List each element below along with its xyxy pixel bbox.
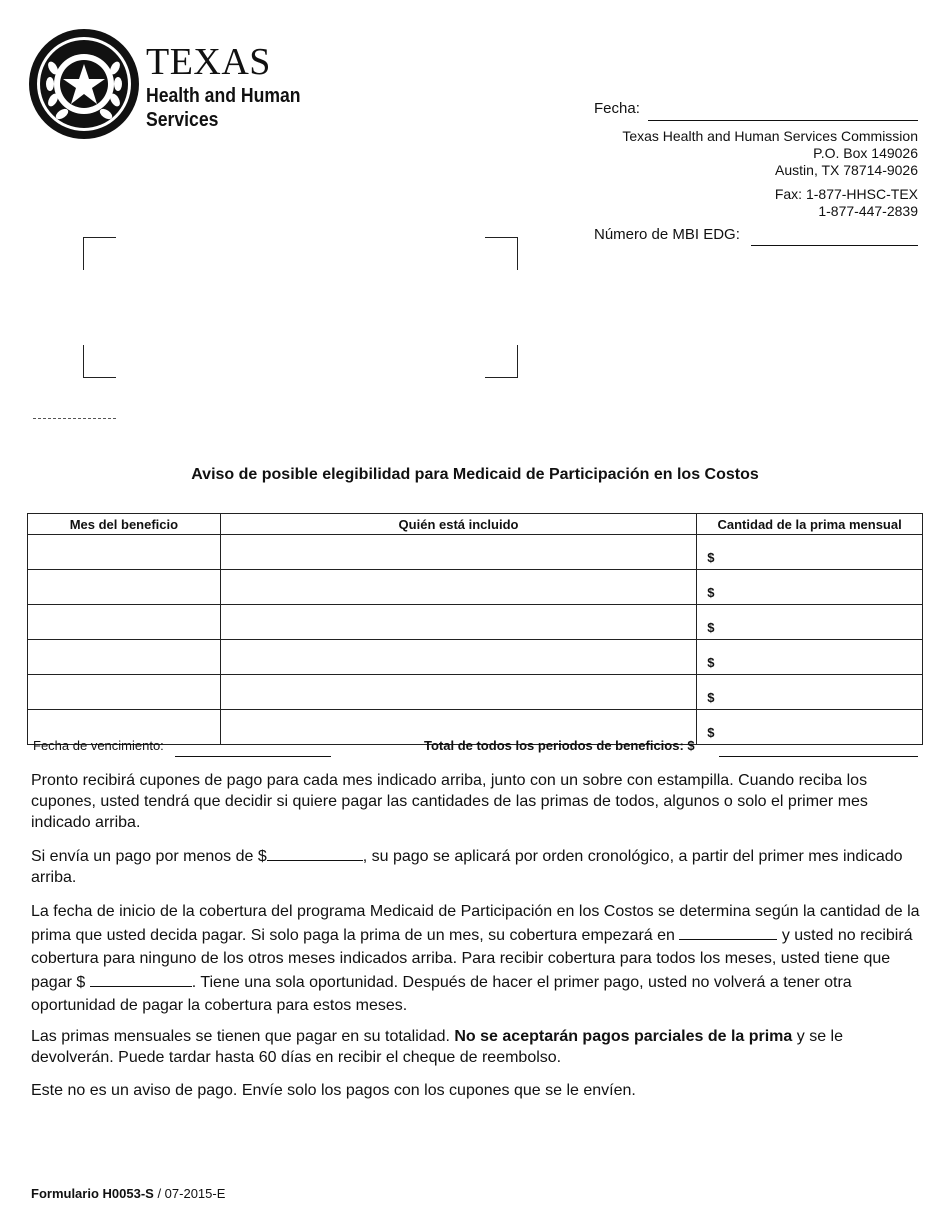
table-row bbox=[28, 605, 923, 640]
coverage-start-blank[interactable] bbox=[679, 925, 777, 940]
fax-block bbox=[775, 186, 918, 220]
included-cell[interactable] bbox=[220, 570, 696, 605]
column-header-premium: Cantidad de la prima mensual bbox=[697, 514, 923, 535]
date-field[interactable] bbox=[648, 120, 918, 121]
texas-seal-logo bbox=[28, 28, 140, 140]
p4-text-bold: No se aceptarán pagos parciales de la prima bbox=[454, 1028, 793, 1045]
paragraph-coupons: Pronto recibirá cupones de pago para cada mes indicado arriba, junto con un sobre con estampilla. Cuando reciba los cupones, usted tendrá que decidir si quiere pagar las cantidades de las primas de todos, algunos o solo el primer mes indicado arriba. bbox=[31, 772, 868, 831]
month-cell[interactable] bbox=[28, 675, 221, 710]
mbi-number-field[interactable] bbox=[751, 245, 918, 246]
month-cell[interactable] bbox=[28, 605, 221, 640]
table-row bbox=[28, 535, 923, 570]
p3-text-c: . Tiene una sola oportunidad. Después de hacer el primer pago, usted no volverá a tener otra oportunidad de pagar la cobertura para estos meses. bbox=[31, 973, 852, 1014]
date-label: Fecha: bbox=[594, 100, 640, 117]
premium-cell[interactable]: $ bbox=[697, 710, 923, 745]
month-cell[interactable] bbox=[28, 570, 221, 605]
included-cell[interactable] bbox=[220, 535, 696, 570]
logo-title: TEXAS bbox=[146, 41, 271, 83]
total-label: Total de todos los periodos de beneficios: $ bbox=[424, 738, 695, 753]
p4-text-a: Las primas mensuales se tienen que pagar en su totalidad. bbox=[31, 1028, 455, 1045]
p3-text-b: y usted no recibirá cobertura para ninguno de los otros meses indicados arriba. Para recibir cobertura para todos los meses, usted tiene que pagar $ bbox=[31, 926, 913, 991]
form-footer bbox=[31, 1186, 225, 1201]
paragraph-partial-payment bbox=[31, 846, 921, 888]
form-date: 07-2015-E bbox=[164, 1186, 226, 1201]
mbi-number-label: Número de MBI EDG: bbox=[594, 226, 740, 243]
address-line3: Austin, TX 78714-9026 bbox=[775, 162, 918, 178]
included-cell[interactable] bbox=[220, 605, 696, 640]
fax-line2: 1-877-447-2839 bbox=[818, 203, 918, 219]
p3-text-a: La fecha de inicio de la cobertura del programa Medicaid de Participación en los Costos se determina según la cantidad de la prima que usted decida pagar. Si solo paga la prima de un mes, su cobertura empezará en bbox=[31, 903, 920, 944]
address-window-corner bbox=[485, 345, 518, 378]
table-row bbox=[28, 640, 923, 675]
paragraph-coverage bbox=[31, 900, 921, 1018]
address-line2: P.O. Box 149026 bbox=[813, 145, 918, 161]
table-row bbox=[28, 570, 923, 605]
total-field[interactable] bbox=[719, 756, 918, 757]
paragraph-partial-premiums bbox=[31, 1026, 921, 1068]
fold-mark bbox=[33, 418, 116, 419]
p2-text-b: , su pago se aplicará por orden cronológico, a partir del primer mes indicado arriba. bbox=[31, 848, 903, 886]
fax-line1: Fax: 1-877-HHSC-TEX bbox=[774, 186, 918, 202]
logo-subtitle-line2: Services bbox=[146, 109, 219, 131]
included-cell[interactable] bbox=[220, 675, 696, 710]
due-date-label: Fecha de vencimiento: bbox=[33, 738, 164, 753]
premium-cell[interactable]: $ bbox=[697, 570, 923, 605]
full-amount-blank[interactable] bbox=[90, 972, 192, 987]
table-header-row bbox=[28, 514, 923, 535]
premium-cell[interactable]: $ bbox=[697, 640, 923, 675]
notice-title: Aviso de posible elegibilidad para Medicaid de Participación en los Costos bbox=[191, 466, 759, 483]
p2-text-a: Si envía un pago por menos de $ bbox=[31, 848, 267, 865]
premium-cell[interactable]: $ bbox=[697, 675, 923, 710]
logo-subtitle bbox=[146, 84, 301, 132]
month-cell[interactable] bbox=[28, 640, 221, 675]
benefits-table bbox=[27, 513, 923, 745]
form-number: Formulario H0053-S bbox=[31, 1186, 154, 1201]
month-cell[interactable] bbox=[28, 535, 221, 570]
address-window-corner bbox=[83, 345, 116, 378]
address-window-corner bbox=[485, 237, 518, 270]
p4-text-b: y se le devolverán. Puede tardar hasta 60 días en recibir el cheque de reembolso. bbox=[31, 1028, 843, 1066]
premium-cell[interactable]: $ bbox=[697, 535, 923, 570]
footer-separator: / bbox=[153, 1186, 165, 1201]
logo-subtitle-line1: Health and Human bbox=[146, 85, 301, 107]
paragraph-not-a-bill: Este no es un aviso de pago. Envíe solo los pagos con los cupones que se le envíen. bbox=[31, 1082, 636, 1099]
table-row bbox=[28, 675, 923, 710]
due-date-field[interactable] bbox=[175, 756, 331, 757]
premium-cell[interactable]: $ bbox=[697, 605, 923, 640]
address-window-corner bbox=[83, 237, 116, 270]
amount-blank[interactable] bbox=[267, 846, 363, 861]
agency-address bbox=[622, 128, 918, 179]
included-cell[interactable] bbox=[220, 640, 696, 675]
column-header-included: Quién está incluido bbox=[220, 514, 696, 535]
address-line1: Texas Health and Human Services Commission bbox=[622, 128, 918, 144]
column-header-month: Mes del beneficio bbox=[28, 514, 221, 535]
